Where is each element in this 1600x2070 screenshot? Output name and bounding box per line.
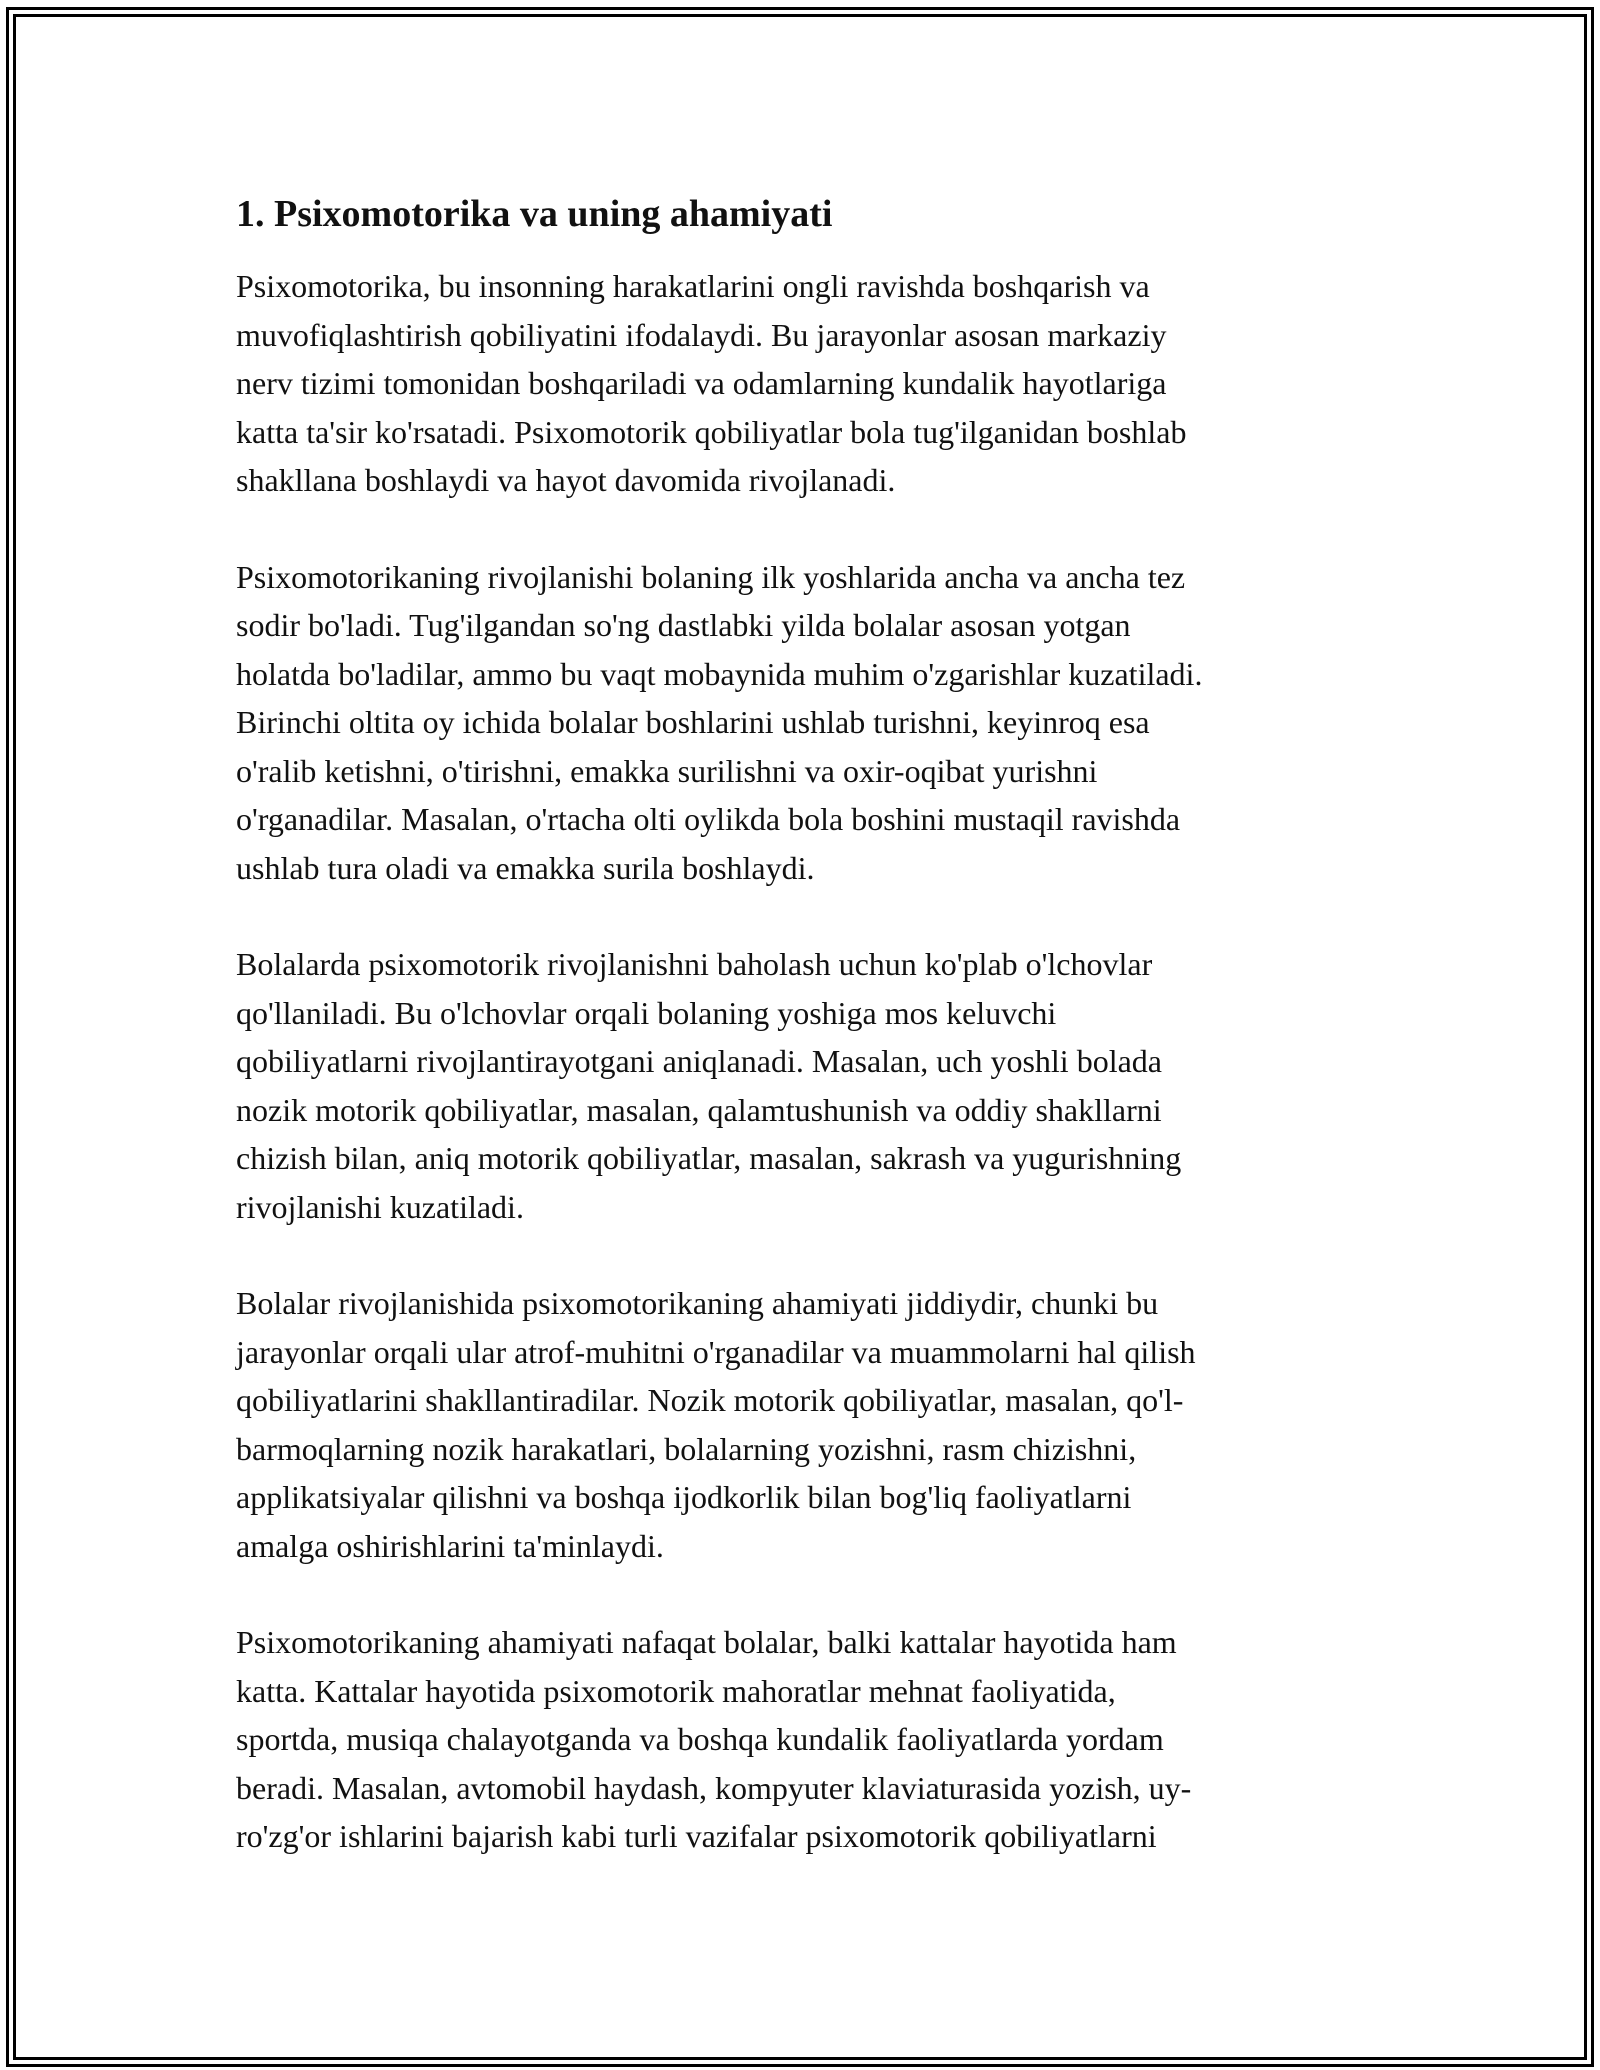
paragraph-5 [236, 1618, 1356, 1861]
section-heading: 1. Psixomotorika va uning ahamiyati [236, 193, 833, 235]
text-line: Psixomotorikaning rivojlanishi bolaning ilk yoshlarida ancha va ancha tez [236, 558, 1186, 595]
text-line: amalga oshirishlarini ta'minlaydi. [236, 1527, 664, 1564]
text-line: ushlab tura oladi va emakka surila boshlaydi. [236, 849, 815, 886]
text-line: shakllana boshlaydi va hayot davomida rivojlanadi. [236, 462, 896, 498]
text-line: qo'llaniladi. Bu o'lchovlar orqali bolaning yoshiga mos keluvchi [236, 994, 1057, 1031]
paragraph-1 [236, 262, 1356, 505]
text-line: Bolalar rivojlanishida psixomotorikaning ahamiyati jiddiydir, chunki bu [236, 1285, 1159, 1321]
text-line: rivojlanishi kuzatiladi. [236, 1188, 524, 1225]
text-line: katta. Kattalar hayotida psixomotorik mahoratlar mehnat faoliyatida, [236, 1672, 1116, 1709]
text-line: nozik motorik qobiliyatlar, masalan, qalamtushunish va oddiy shakllarni [236, 1091, 1162, 1128]
text-line: jarayonlar orqali ular atrof-muhitni o'rganadilar va muammolarni hal qilish [236, 1333, 1196, 1370]
text-line: o'ralib ketishni, o'tirishni, emakka surilishni va oxir-oqibat yurishni [236, 752, 1098, 789]
text-line: qobiliyatlarni rivojlantirayotgani aniqlanadi. Masalan, uch yoshli bolada [236, 1043, 1162, 1079]
text-line: qobiliyatlarini shakllantiradilar. Nozik motorik qobiliyatlar, masalan, qo'l- [236, 1382, 1184, 1418]
text-line: nerv tizimi tomonidan boshqariladi va odamlarning kundalik hayotlariga [236, 365, 1167, 401]
text-line: o'rganadilar. Masalan, o'rtacha olti oylikda bola boshini mustaqil ravishda [236, 801, 1181, 837]
text-line: katta ta'sir ko'rsatadi. Psixomotorik qobiliyatlar bola tug'ilganidan boshlab [236, 413, 1187, 450]
text-line: ro'zg'or ishlarini bajarish kabi turli vazifalar psixomotorik qobiliyatlarni [236, 1818, 1157, 1854]
paragraph-2 [236, 553, 1356, 893]
text-line: applikatsiyalar qilishni va boshqa ijodkorlik bilan bog'liq faoliyatlarni [236, 1479, 1132, 1515]
document-page [236, 186, 1356, 1909]
text-line: Birinchi oltita oy ichida bolalar boshlarini ushlab turishni, keyinroq esa [236, 704, 1150, 740]
text-line: Psixomotorikaning ahamiyati nafaqat bolalar, balki kattalar hayotida ham [236, 1624, 1177, 1660]
paragraph-3 [236, 940, 1356, 1231]
text-line: muvofiqlashtirish qobiliyatini ifodalaydi. Bu jarayonlar asosan markaziy [236, 316, 1167, 353]
text-line: holatda bo'ladilar, ammo bu vaqt mobaynida muhim o'zgarishlar kuzatiladi. [236, 655, 1203, 692]
text-line: Bolalarda psixomotorik rivojlanishni baholash uchun ko'plab o'lchovlar [236, 946, 1153, 982]
text-line: barmoqlarning nozik harakatlari, bolalarning yozishni, rasm chizishni, [236, 1430, 1137, 1467]
text-line: sodir bo'ladi. Tug'ilgandan so'ng dastlabki yilda bolalar asosan yotgan [236, 607, 1131, 643]
text-line: Psixomotorika, bu insonning harakatlarini ongli ravishda boshqarish va [236, 268, 1150, 304]
paragraph-4 [236, 1279, 1356, 1570]
text-line: chizish bilan, aniq motorik qobiliyatlar, masalan, sakrash va yugurishning [236, 1140, 1182, 1176]
text-line: sportda, musiqa chalayotganda va boshqa kundalik faoliyatlarda yordam [236, 1721, 1164, 1757]
text-line: beradi. Masalan, avtomobil haydash, kompyuter klaviaturasida yozish, uy- [236, 1769, 1192, 1806]
